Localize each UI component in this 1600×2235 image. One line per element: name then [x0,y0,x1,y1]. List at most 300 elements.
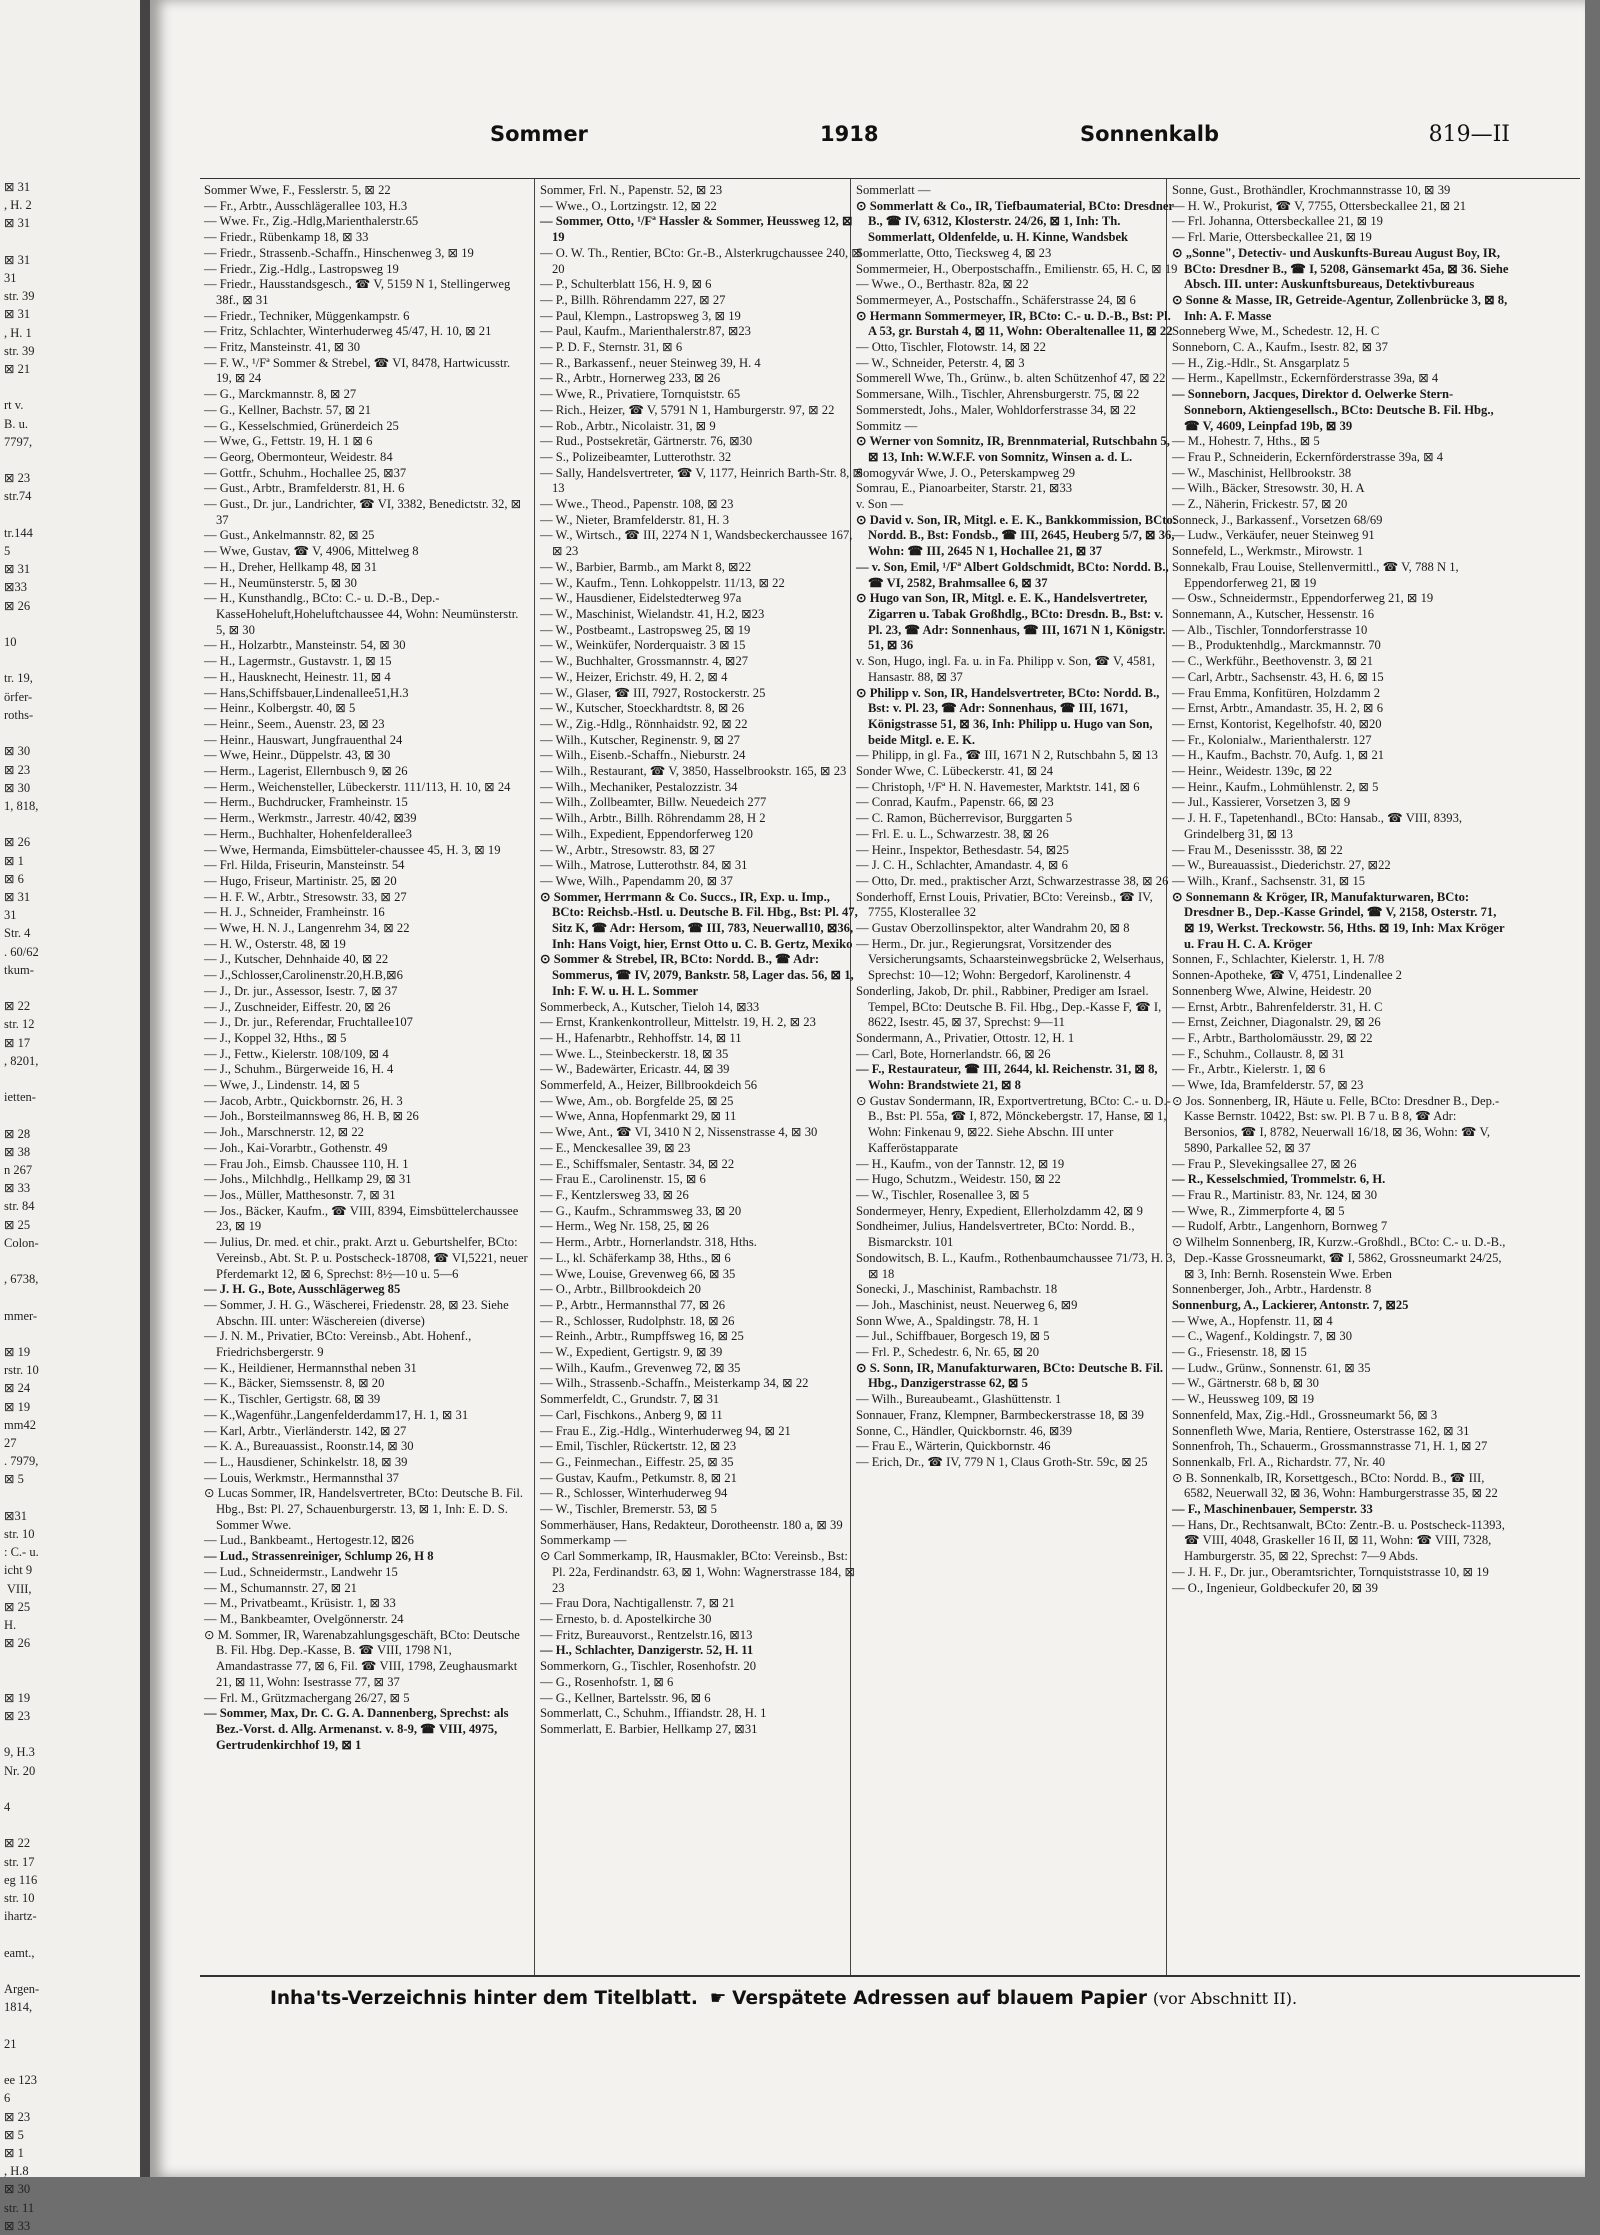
directory-entry: — Lud., Schneidermstr., Landwehr 15 [204,1564,398,1579]
directory-entry: — H., Lagermstr., Gustavstr. 1, ⊠ 15 [204,654,392,669]
directory-entry: — Friedr., Strassenb.-Schaffn., Hinschenweg 3, ⊠ 19 [204,245,474,260]
directory-entry: Sommerkamp — [540,1533,627,1548]
directory-entry: Sondermann, A., Privatier, Ottostr. 12, H. 1 [856,1030,1075,1045]
directory-entry: — Frl. M., Grützmachergang 26/27, ⊠ 5 [204,1690,410,1705]
previous-page-text: ⊠ 31 , H. 2 ⊠ 31 ⊠ 31 31 str. 39 ⊠ 31 , H. 1 str. 39 ⊠ 21 rt v. B. u. 7797, ⊠ 23 str.74 tr.144 5 ⊠ 31 ⊠33 ⊠ 26 10 tr. 19, örfer- roths- ⊠ 30 ⊠ 23 ⊠ 30 1, 818, ⊠ 26 ⊠ 1 ⊠ 6 ⊠ 31 31 Str. 4 . 60/62 tkum- ⊠ 22 str. 12 ⊠ 17 , 8201, ietten- ⊠ 28 ⊠ 38 n 267 ⊠ 33 str. 84 ⊠ 25 Colon- , 6738, mmer- ⊠ 19 rstr. 10 ⊠ 24 ⊠ 19 mm42 27 . 7979, ⊠ 5 ⊠31 str. 10 : C.- u. icht 9 VIII, ⊠ 25 H. ⊠ 26 ⊠ 19 ⊠ 23 9, H.3 Nr. 20 4 ⊠ 22 str. 17 eg 116 str. 10 ihartz- eamt., Argen- 1814, 21 ee 123 6 ⊠ 23 ⊠ 5 ⊠ 1 , H.8 ⊠ 30 str. 11 ⊠ 33 [4,180,40,2233]
directory-entry: — W., Wirtsch., ☎ III, 2274 N 1, Wandsbeckerchaussee 167, ⊠ 23 [540,528,853,559]
directory-entry: — Heinr., Hauswart, Jungfrauenthal 24 [204,732,403,747]
directory-entry: — Rob., Arbtr., Nicolaistr. 31, ⊠ 9 [540,418,716,433]
directory-entry: — F., Schuhm., Collaustr. 8, ⊠ 31 [1172,1046,1345,1061]
header-year: 1918 [820,122,879,146]
directory-entry: ⊙ Sommerlatt & Co., IR, Tiefbaumaterial, BCto: Dresdner B., ☎ IV, 6312, Klosterstr. 24/26, ⊠ 1, Inh: Th. Sommerlatt, Oldenfelde, u. H. Kinne, Wandsbek [856,198,1174,245]
directory-entry: — Georg, Obermonteur, Weidestr. 84 [204,449,393,464]
directory-entry: — B., Produktenhdlg., Marckmannstr. 70 [1172,638,1381,653]
directory-entry: — Sommer, Max, Dr. C. G. A. Dannenberg, Sprechst: als Bez.-Vorst. d. Allg. Armenanst. v. 8-9, ☎ VIII, 4975, Gertrudenkirchhof 19, ⊠ 1 [204,1706,509,1752]
directory-entry: — Emil, Tischler, Rückertstr. 12, ⊠ 23 [540,1439,737,1454]
directory-entry: — Wwe, R., Zimmerpforte 4, ⊠ 5 [1172,1203,1345,1218]
directory-entry: — Ernst, Krankenkontrolleur, Mittelstr. 19, H. 2, ⊠ 23 [540,1015,816,1030]
directory-entry: — Wwe., O., Lortzingstr. 12, ⊠ 22 [540,198,717,213]
directory-entry: Sommerlatte, Otto, Tiecksweg 4, ⊠ 23 [856,245,1052,260]
pointing-hand-icon: ☛ [709,1988,727,2009]
directory-entry: ⊙ Philipp v. Son, IR, Handelsvertreter, BCto: Nordd. B., Bst: v. Pl. 23, ☎ Adr: Sonnenhaus, ☎ III, 1671, Königstrasse 51, ⊠ 36, Inh: Philipp u. Hugo van Son, beide Mitgl. e. E. K. [856,685,1160,747]
directory-entry: Sonne, C., Händler, Quickbornstr. 46, ⊠39 [856,1423,1073,1438]
directory-entry: — S., Polizeibeamter, Lutterothstr. 32 [540,449,732,464]
directory-entry: — W., Gärtnerstr. 68 b, ⊠ 30 [1172,1376,1319,1391]
directory-entry: — C., Werkführ., Beethovenstr. 3, ⊠ 21 [1172,654,1373,669]
directory-entry: — Heinr., Inspektor, Bethesdastr. 54, ⊠25 [856,842,1069,857]
directory-entry: Sonnenfroh, Th., Schauerm., Grossmannstrasse 71, H. 1, ⊠ 27 [1172,1439,1488,1454]
directory-entry: — Wwe., O., Berthastr. 82a, ⊠ 22 [856,277,1029,292]
directory-entry: — W., Kaufm., Tenn. Lohkoppelstr. 11/13, ⊠ 22 [540,575,785,590]
directory-entry: — P., Billh. Röhrendamm 227, ⊠ 27 [540,292,726,307]
directory-entry: — F., Arbtr., Bartholomäusstr. 29, ⊠ 22 [1172,1030,1373,1045]
column-1 [204,183,528,1971]
directory-entry: — G., Kaufm., Schrammsweg 33, ⊠ 20 [540,1203,742,1218]
directory-entry: — Herm., Buchdrucker, Framheinstr. 15 [204,795,408,810]
directory-entry: — W., Zig.-Hdlg., Rönnhaidstr. 92, ⊠ 22 [540,716,748,731]
directory-entry: Sommerlatt — [856,183,931,197]
directory-entry: — W., Badewärter, Ericastr. 44, ⊠ 39 [540,1062,730,1077]
directory-entry: — W., Heizer, Erichstr. 49, H. 2, ⊠ 4 [540,669,728,684]
directory-entry: — Herm., Dr. jur., Regierungsrat, Vorsitzender des Versicherungsamts, Schaarsteinwegsbrücke 2, Welserhaus, Sprechst: 10—12; Wohn: Bergedorf, Karolinenstr. 4 [856,936,1165,983]
page-number: 819—II [1428,122,1510,147]
directory-entry: ⊙ M. Sommer, IR, Warenabzahlungsgeschäft, BCto: Deutsche B. Fil. Hbg. Dep.-Kasse, B. ☎ VIII, 1798 N1, Amandastrasse 77, ⊠ 6, Fil. ☎ VIII, 1798, Zeughausmarkt 21, ⊠ 11, Wohn: Isestrasse 77, ⊠ 37 [204,1627,520,1689]
directory-entry: — M., Privatbeamt., Krüsistr. 1, ⊠ 33 [204,1596,396,1611]
directory-entry: — Sally, Handelsvertreter, ☎ V, 1177, Heinrich Barth-Str. 8, ⊠ 13 [540,465,864,496]
directory-entry: — Otto, Tischler, Flotowstr. 14, ⊠ 22 [856,340,1046,355]
directory-entry: Sommerfeldt, C., Grundstr. 7, ⊠ 31 [540,1392,720,1407]
directory-entry: — Herm., Lagerist, Ellernbusch 9, ⊠ 26 [204,764,408,779]
directory-entry: — Christoph, ¹/Fª H. N. Havemester, Marktstr. 141, ⊠ 6 [856,779,1140,794]
directory-entry: — Herm., Werkmstr., Jarrestr. 40/42, ⊠39 [204,811,417,826]
directory-entry: — Frau Joh., Eimsb. Chaussee 110, H. 1 [204,1156,409,1171]
directory-entry: — W., Postbeamt., Lastropsweg 25, ⊠ 19 [540,622,751,637]
directory-entry: — P. D. F., Sternstr. 31, ⊠ 6 [540,340,683,355]
directory-entry: Sonnemann, A., Kutscher, Hessenstr. 16 [1172,606,1375,621]
directory-entry: — G., Rosenhofstr. 1, ⊠ 6 [540,1674,674,1689]
directory-entry: — Joh., Maschinist, neust. Neuerweg 6, ⊠9 [856,1297,1078,1312]
directory-entry: — W., Buchhalter, Grossmannstr. 4, ⊠27 [540,654,749,669]
directory-entry: Sonnekalb, Frau Louise, Stellenvermittl., ☎ V, 788 N 1, Eppendorferweg 21, ⊠ 19 [1172,559,1459,590]
directory-entry: — F., Maschinenbauer, Semperstr. 33 [1172,1502,1373,1517]
directory-entry: — W., Tischler, Rosenallee 3, ⊠ 5 [856,1188,1030,1202]
directory-entry: — Jos., Müller, Matthesonstr. 7, ⊠ 31 [204,1188,396,1202]
directory-entry: — Paul, Kaufm., Marienthalerstr.87, ⊠23 [540,324,751,339]
previous-page-fragment [0,0,143,2233]
directory-entry: — Wwe, R., Privatiere, Tornquiststr. 65 [540,387,741,402]
directory-entry: — Wwe, Am., ob. Borgfelde 25, ⊠ 25 [540,1093,734,1108]
directory-entry: — Wilh., Arbtr., Billh. Röhrendamm 28, H 2 [540,811,766,826]
directory-entry: Sonnauer, Franz, Klempner, Barmbeckerstrasse 18, ⊠ 39 [856,1407,1144,1422]
directory-entry: — Joh., Kai-Vorarbtr., Gothenstr. 49 [204,1140,388,1155]
directory-entry: — Herm., Weichensteller, Lübeckerstr. 111/113, H. 10, ⊠ 24 [204,779,511,794]
directory-entry: — H., Neumünsterstr. 5, ⊠ 30 [204,575,357,590]
directory-entry: — Rich., Heizer, ☎ V, 5791 N 1, Hamburgerstr. 97, ⊠ 22 [540,402,835,417]
directory-entry: — Herm., Arbtr., Hornerlandstr. 318, Hths. [540,1235,757,1250]
directory-entry: — W., Nieter, Bramfelderstr. 81, H. 3 [540,512,730,527]
directory-entry: — Hans, Dr., Rechtsanwalt, BCto: Zentr.-B. u. Postscheck-11393, ☎ VIII, 4048, Graskeller 16 II, ⊠ 11, Wohn: ☎ VIII, 7328, Hamburgerstr. 35, ⊠ 22, Sprechst: 7—9 Abds. [1172,1517,1505,1564]
directory-entry: — J. H. G., Bote, Ausschlägerweg 85 [204,1282,401,1297]
directory-entry: — Rud., Postsekretär, Gärtnerstr. 76, ⊠30 [540,434,753,449]
directory-entry: Sondermeyer, Henry, Expedient, Ellerholzdamm 42, ⊠ 9 [856,1203,1143,1218]
page-footer [270,1988,1520,2009]
directory-entry: — Frau E., Wärterin, Quickbornstr. 46 [856,1439,1051,1454]
directory-entry: — Carl, Bote, Hornerlandstr. 66, ⊠ 26 [856,1046,1051,1061]
directory-entry: — O. W. Th., Rentier, BCto: Gr.-B., Alsterkrugchaussee 240, ⊠ 20 [540,245,862,276]
directory-entry: — G., Kellner, Bachstr. 57, ⊠ 21 [204,402,372,417]
directory-entry: — Jul., Schiffbauer, Borgesch 19, ⊠ 5 [856,1329,1050,1344]
directory-entry: — Friedr., Rübenkamp 18, ⊠ 33 [204,230,369,245]
directory-entry: — Wwe, Hermanda, Eimsbütteler-chaussee 45, H. 3, ⊠ 19 [204,842,501,857]
directory-entry: — J. H. F., Dr. jur., Oberamtsrichter, Tornquiststrasse 10, ⊠ 19 [1172,1564,1489,1579]
directory-entry: — Wwe, Ida, Bramfelderstr. 57, ⊠ 23 [1172,1078,1364,1093]
directory-entry: ⊙ „Sonne", Detectiv- und Auskunfts-Bureau August Boy, IR, BCto: Dresdner B., ☎ I, 5208, Gänsemarkt 45a, ⊠ 36. Siehe Absch. III. unter: Auskunftsbureaus, Detektivbureaus [1172,245,1509,292]
directory-entry: — Gustav Oberzollinspektor, alter Wandrahm 20, ⊠ 8 [856,921,1130,936]
directory-entry: — H., Schlachter, Danzigerstr. 52, H. 11 [540,1643,754,1658]
directory-entry: — Fritz, Schlachter, Winterhuderweg 45/47, H. 10, ⊠ 21 [204,324,492,339]
directory-entry: — J., Kutscher, Dehnhaide 40, ⊠ 22 [204,952,389,967]
directory-entry: — W., Bureauassist., Diederichstr. 27, ⊠22 [1172,858,1391,873]
header-last-name: Sonnenkalb [1080,122,1220,146]
directory-entry: — M., Bankbeamter, Ovelgönnerstr. 24 [204,1611,404,1626]
directory-entry: — H., Hafenarbtr., Rehhoffstr. 14, ⊠ 11 [540,1030,742,1045]
directory-entry: — G., Marckmannstr. 8, ⊠ 27 [204,387,357,402]
directory-entry: — H., Kunsthandlg., BCto: C.- u. D.-B., Dep.-KasseHoheluft,Hoheluftchaussee 44, Wohn: Neumünsterstr. 5, ⊠ 30 [204,591,519,637]
directory-entry: — G., Kesselschmied, Grünerdeich 25 [204,418,399,433]
directory-entry: — Jos., Bäcker, Kaufm., ☎ VIII, 8394, Eimsbüttelerchaussee 23, ⊠ 19 [204,1203,519,1234]
directory-entry: — Wilh., Bureaubeamt., Glashüttenstr. 1 [856,1392,1062,1407]
directory-entry: — Conrad, Kaufm., Papenstr. 66, ⊠ 23 [856,795,1054,810]
directory-entry: — Wwe, G., Fettstr. 19, H. 1 ⊠ 6 [204,434,373,449]
directory-entry: — Frl. Hilda, Friseurin, Mansteinstr. 54 [204,858,405,873]
directory-entry: — Fritz, Mansteinstr. 41, ⊠ 30 [204,340,361,355]
directory-entry: — Gustav, Kaufm., Petkumstr. 8, ⊠ 21 [540,1470,737,1485]
directory-entry: — W., Weinküfer, Norderquaistr. 3 ⊠ 15 [540,638,746,653]
directory-entry: — Alb., Tischler, Tonndorferstrasse 10 [1172,622,1368,637]
directory-entry: — R., Schlosser, Rudolphstr. 18, ⊠ 26 [540,1313,735,1328]
directory-entry: — Wilh., Restaurant, ☎ V, 3850, Hasselbrookstr. 165, ⊠ 23 [540,764,847,779]
directory-entry: Sommerbeck, A., Kutscher, Tieloh 14, ⊠33 [540,999,760,1014]
directory-entry: — Fr., Arbtr., Kielerstr. 1, ⊠ 6 [1172,1062,1326,1077]
directory-entry: — H., Zig.-Hdlr., St. Ansgarplatz 5 [1172,355,1350,370]
directory-entry: — W., Hausdiener, Eidelstedterweg 97a [540,591,742,606]
directory-entry: ⊙ Sommer, Herrmann & Co. Succs., IR, Exp. u. Imp., BCto: Reichsb.-Hstl. u. Deutsche B. Fil. Hbg., Bst: Pl. 47, Sitz K, ☎ Adr: Hersom, ☎ III, 783, Neuerwall10, ⊠36, Inh: Hans Voigt, hier, Ernst Otto u. C. B. Gertz, Mexiko [540,889,858,951]
directory-entry: — L., Hausdiener, Schinkelstr. 18, ⊠ 39 [204,1454,408,1469]
directory-entry: — Frl. Marie, Ottersbeckallee 21, ⊠ 19 [1172,230,1372,245]
directory-entry: — Julius, Dr. med. et chir., prakt. Arzt u. Geburtshelfer, BCto: Vereinsb., Abt. St. P. u. Postscheck-18708, ☎ VI,5221, neuer Pferdemarkt 12, ⊠ 6, Sprechst: 8½—10 u. 5—6 [204,1235,528,1281]
directory-entry: — Reinh., Arbtr., Rumpffsweg 16, ⊠ 25 [540,1329,744,1344]
directory-entry: — Frau E., Zig.-Hdlg., Winterhuderweg 94, ⊠ 21 [540,1423,791,1438]
directory-entry: — Friedr., Hausstandsgesch., ☎ V, 5159 N 1, Stellingerweg 38f., ⊠ 31 [204,277,511,307]
directory-entry: Sommerfeld, A., Heizer, Billbrookdeich 56 [540,1078,758,1093]
directory-entry: — W., Maschinist, Hellbrookstr. 38 [1172,465,1352,480]
directory-entry: Sonneborn, C. A., Kaufm., Isestr. 82, ⊠ 37 [1172,340,1388,355]
directory-entry: ⊙ Lucas Sommer, IR, Handelsvertreter, BCto: Deutsche B. Fil. Hbg., Bst: Pl. 27, Schauenburgerstr. 13, ⊠ 1, Inh: E. D. S. Sommer Wwe. [204,1486,524,1532]
directory-entry: — Paul, Klempn., Lastropsweg 3, ⊠ 19 [540,308,741,323]
directory-entry: — H., Kaufm., von der Tannstr. 12, ⊠ 19 [856,1156,1065,1171]
directory-entry: — Jacob, Arbtr., Quickbornstr. 26, H. 3 [204,1093,403,1108]
directory-entry: — Friedr., Techniker, Müggenkampstr. 6 [204,308,410,323]
directory-entry: v. Son, Hugo, ingl. Fa. u. in Fa. Philipp v. Son, ☎ V, 4581, Hansastr. 88, ⊠ 37 [856,654,1156,684]
directory-entry: — J., Schuhm., Bürgerweide 16, H. 4 [204,1062,394,1077]
column-4 [1172,183,1510,1971]
directory-entry: — Wwe, Ant., ☎ VI, 3410 N 2, Nissenstrasse 4, ⊠ 30 [540,1125,818,1140]
directory-entry: — R., Arbtr., Hornerweg 233, ⊠ 26 [540,371,721,386]
directory-entry: Sonnen, F., Schlachter, Kielerstr. 1, H. 7/8 [1172,952,1385,967]
footer-index-note: Inha'ts-Verzeichnis hinter dem Titelblatt. [270,1988,698,2009]
directory-entry: — Z., Näherin, Frickestr. 57, ⊠ 20 [1172,497,1348,512]
directory-entry: — Frau Emma, Konfitüren, Holzdamm 2 [1172,685,1381,700]
directory-entry: — Heinr., Kaufm., Lohmühlenstr. 2, ⊠ 5 [1172,779,1379,794]
directory-entry: — Karl, Arbtr., Vierländerstr. 142, ⊠ 27 [204,1423,407,1438]
directory-entry: — Hugo, Schutzm., Weidestr. 150, ⊠ 22 [856,1172,1061,1187]
directory-entry: — M., Hohestr. 7, Hths., ⊠ 5 [1172,434,1320,449]
directory-entry: Sommerlatt, E. Barbier, Hellkamp 27, ⊠31 [540,1721,758,1736]
directory-entry: — Ernst, Zeichner, Diagonalstr. 29, ⊠ 26 [1172,1015,1381,1030]
directory-entry: — Gust., Arbtr., Bramfelderstr. 81, H. 6 [204,481,405,496]
footer-section-note: (vor Abschnitt II). [1152,1989,1298,2008]
directory-entry: — Wwe, Wilh., Papendamm 20, ⊠ 37 [540,873,733,888]
directory-entry: — J., Fettw., Kielerstr. 108/109, ⊠ 4 [204,1046,389,1061]
directory-entry: — H., Hausknecht, Heinestr. 11, ⊠ 4 [204,669,391,684]
directory-entry: — M., Schumannstr. 27, ⊠ 21 [204,1580,357,1595]
directory-entry: ⊙ Gustav Sondermann, IR, Exportvertretung, BCto: C.- u. D.-B., Bst: Pl. 55a, ☎ I, 872, Mönckebergstr. 17, Hanse, ⊠ 1, Wohn: Finkenau 9, ⊠22. Siehe Abschn. III unter Kafferöstapparate [856,1093,1171,1155]
directory-entry: — W., Schneider, Peterstr. 4, ⊠ 3 [856,355,1025,370]
directory-entry: — Herm., Weg Nr. 158, 25, ⊠ 26 [540,1219,709,1234]
directory-entry: ⊙ Sonne & Masse, IR, Getreide-Agentur, Zollenbrücke 3, ⊠ 8, Inh: A. F. Masse [1172,292,1508,323]
directory-entry: — F. W., ¹/Fª Sommer & Strebel, ☎ VI, 8478, Hartwicusstr. 19, ⊠ 24 [204,355,511,386]
directory-entry: Sommerlatt, C., Schuhm., Iffiandstr. 28, H. 1 [540,1706,767,1721]
directory-entry: ⊙ Hugo van Son, IR, Mitgl. e. E. K., Handelsvertreter, Zigarren u. Tabak Großhdlg., BCto: Dresdn. B., Bst: v. Pl. 23, ☎ Adr: Sonnenhaus, ☎ III, 1671 N 1, Königstr. 51, ⊠ 36 [856,591,1166,653]
directory-entry: — Wwe. Fr., Zig.-Hdlg,Marienthalerstr.65 [204,214,419,229]
directory-entry: — Frau P., Schneiderin, Eckernförderstrasse 39a, ⊠ 4 [1172,449,1444,464]
directory-entry: — J. H. F., Tapetenhandl., BCto: Hansab., ☎ VIII, 8393, Grindelberg 31, ⊠ 13 [1172,811,1463,841]
directory-entry: — H. W., Prokurist, ☎ V, 7755, Ottersbeckallee 21, ⊠ 21 [1172,198,1467,213]
directory-entry: — J.,Schlosser,Carolinenstr.20,H.B,⊠6 [204,968,403,983]
directory-entry: — Carl, Arbtr., Sachsenstr. 43, H. 6, ⊠ 15 [1172,669,1384,684]
directory-entry: — Ludw., Grünw., Sonnenstr. 61, ⊠ 35 [1172,1360,1371,1375]
directory-entry: — Wwe, Louise, Grevenweg 66, ⊠ 35 [540,1266,736,1281]
directory-entry: — J., Dr. jur., Assessor, Isestr. 7, ⊠ 37 [204,983,398,998]
directory-entry: — J. C. H., Schlachter, Amandastr. 4, ⊠ 6 [856,858,1068,873]
directory-entry: — P., Schulterblatt 156, H. 9, ⊠ 6 [540,277,712,292]
directory-entry: Sonne, Gust., Brothändler, Krochmannstrasse 10, ⊠ 39 [1172,183,1451,197]
directory-entry: — W., Expedient, Gertigstr. 9, ⊠ 39 [540,1345,723,1360]
directory-entry: — Frl. P., Schedestr. 6, Nr. 65, ⊠ 20 [856,1345,1040,1360]
directory-entry: — Hugo, Friseur, Martinistr. 25, ⊠ 20 [204,873,397,888]
directory-entry: — Wilh., Mechaniker, Pestalozzistr. 34 [540,779,738,794]
directory-entry: ⊙ David v. Son, IR, Mitgl. e. E. K., Bankkommission, BCto: Nordd. B., Bst: Fondsb., ☎ III, 2645, Heuberg 5/7, ⊠ 36, Wohn: ☎ III, 2645 N 1, Hochallee 21, ⊠ 37 [856,512,1177,559]
directory-entry: — Herm., Kapellmstr., Eckernförderstrasse 39a, ⊠ 4 [1172,371,1439,386]
directory-entry: Sonneck, J., Barkassenf., Vorsetzen 68/69 [1172,512,1383,527]
directory-entry: — Philipp, in gl. Fa., ☎ III, 1671 N 2, Rutschbahn 5, ⊠ 13 [856,748,1158,763]
directory-entry: Somrau, E., Pianoarbeiter, Starstr. 21, ⊠33 [856,481,1073,496]
directory-entry: — P., Arbtr., Hermannsthal 77, ⊠ 26 [540,1297,726,1312]
directory-entry: — K., Tischler, Gertigstr. 68, ⊠ 39 [204,1392,381,1407]
directory-entry: Sonneberg Wwe, M., Schedestr. 12, H. C [1172,324,1380,339]
directory-entry: Sonnen-Apotheke, ☎ V, 4751, Lindenallee 2 [1172,968,1402,983]
directory-entry: — R., Schlosser, Winterhuderweg 94 [540,1486,728,1501]
directory-entry: — Heinr., Kolbergstr. 40, ⊠ 5 [204,701,356,716]
directory-entry: ⊙ B. Sonnenkalb, IR, Korsettgesch., BCto: Nordd. B., ☎ III, 6582, Neuerwall 32, ⊠ 36, Wohn: Hamburgerstrasse 35, ⊠ 22 [1172,1470,1498,1501]
directory-entry: Sonnenberger, Joh., Arbtr., Hardenstr. 8 [1172,1282,1372,1297]
directory-entry: — Frau P., Slevekingsallee 27, ⊠ 26 [1172,1156,1357,1171]
directory-entry: — Wwe, Gustav, ☎ V, 4906, Mittelweg 8 [204,544,419,559]
directory-entry: — Wilh., Kranf., Sachsenstr. 31, ⊠ 15 [1172,873,1366,888]
directory-entry: — Fritz, Bureauvorst., Rentzelstr.16, ⊠13 [540,1627,753,1642]
directory-entry: — Wilh., Kaufm., Grevenweg 72, ⊠ 35 [540,1360,741,1375]
directory-entry: — Carl, Fischkons., Anberg 9, ⊠ 11 [540,1407,723,1422]
directory-entry: — F., Restaurateur, ☎ III, 2644, kl. Reichenstr. 31, ⊠ 8, Wohn: Brandstwiete 21, ⊠ 8 [856,1062,1158,1093]
directory-entry: — Wwe, A., Hopfenstr. 11, ⊠ 4 [1172,1313,1333,1328]
directory-entry: — K., Heildiener, Hermannsthal neben 31 [204,1360,417,1375]
directory-entry: Sonn Wwe, A., Spaldingstr. 78, H. 1 [856,1313,1040,1328]
directory-entry: Sommermeyer, A., Postschaffn., Schäferstrasse 24, ⊠ 6 [856,292,1136,307]
directory-entry: — F., Kentzlersweg 33, ⊠ 26 [540,1188,689,1202]
directory-entry: — Frl. E. u. L., Schwarzestr. 38, ⊠ 26 [856,826,1049,841]
directory-entry: — Wwe, J., Lindenstr. 14, ⊠ 5 [204,1078,360,1093]
directory-entry: — Sonneborn, Jacques, Direktor d. Oelwerke Stern-Sonneborn, Aktiengesellsch., BCto: Deutsche B. Fil. Hbg., ☎ V, 4609, Leinpfad 19b, ⊠ 39 [1172,387,1494,433]
column-2 [540,183,864,1971]
directory-entry: Sommermeier, H., Oberpostschaffn., Emilienstr. 65, H. C, ⊠ 19 [856,261,1178,276]
directory-entry: Somogyvár Wwe, J. O., Peterskampweg 29 [856,465,1076,480]
directory-entry: — Joh., Marschnerstr. 12, ⊠ 22 [204,1125,364,1140]
directory-entry: — W., Glaser, ☎ III, 7927, Rostockerstr. 25 [540,685,766,700]
directory-entry: — Hans,Schiffsbauer,Lindenallee51,H.3 [204,685,409,700]
directory-entry: — W., Kutscher, Stoeckhardtstr. 8, ⊠ 26 [540,701,745,716]
directory-entry: — Friedr., Zig.-Hdlg., Lastropsweg 19 [204,261,399,276]
directory-entry: — H., Kaufm., Bachstr. 70, Aufg. 1, ⊠ 21 [1172,748,1385,763]
directory-entry: — W., Tischler, Bremerstr. 53, ⊠ 5 [540,1502,717,1517]
directory-entry: Sonnenkalb, Frl. A., Richardstr. 77, Nr. 40 [1172,1454,1386,1469]
directory-entry: — Wilh., Matrose, Lutterothstr. 84, ⊠ 31 [540,858,748,873]
directory-entry: — Heinr., Weidestr. 139c, ⊠ 22 [1172,764,1333,779]
directory-entry: — Lud., Strassenreiniger, Schlump 26, H 8 [204,1549,434,1564]
directory-entry: — Wwe, Anna, Hopfenmarkt 29, ⊠ 11 [540,1109,737,1124]
directory-entry: — Frau E., Carolinenstr. 15, ⊠ 6 [540,1172,706,1187]
directory-entry: Sommitz — [856,418,918,433]
directory-entry: — Louis, Werkmstr., Hermannsthal 37 [204,1470,399,1485]
directory-entry: — Gust., Ankelmannstr. 82, ⊠ 25 [204,528,375,543]
directory-entry: — Johs., Milchhdlg., Hellkamp 29, ⊠ 31 [204,1172,412,1187]
directory-entry: — Rudolf, Arbtr., Langenhorn, Bornweg 7 [1172,1219,1388,1234]
directory-entry: — Frl. Johanna, Ottersbeckallee 21, ⊠ 19 [1172,214,1383,229]
directory-entry: — Wilh., Eisenb.-Schaffn., Nieburstr. 24 [540,748,746,763]
directory-entry: Sonderling, Jakob, Dr. phil., Rabbiner, Prediger am Israel. Tempel, BCto: Deutsche B. Fil. Hbg., Dep.-Kasse F, ☎ I, 8622, Isestr. 45, ⊠ 37, Sprechst: 9—11 [856,983,1162,1030]
directory-entry: — Heinr., Seem., Auenstr. 23, ⊠ 23 [204,716,385,731]
directory-entry: — Ludw., Verkäufer, neuer Steinweg 91 [1172,528,1375,543]
directory-entry: — L., kl. Schäferkamp 38, Hths., ⊠ 6 [540,1250,731,1265]
directory-entry: v. Son — [856,497,904,512]
directory-entry: — Wilh., Expedient, Eppendorferweg 120 [540,826,753,841]
directory-entry: Sondheimer, Julius, Handelsvertreter, BCto: Nordd. B., Bismarckstr. 101 [856,1219,1135,1250]
directory-entry: — Gottfr., Schuhm., Hochallee 25, ⊠37 [204,465,407,480]
directory-entry: — Wilh., Bäcker, Stresowstr. 30, H. A [1172,481,1365,496]
directory-entry: Sondowitsch, B. L., Kaufm., Rothenbaumchaussee 71/73, H. 3, ⊠ 18 [856,1250,1176,1281]
directory-entry: ⊙ Sommer & Strebel, IR, BCto: Nordd. B., ☎ Adr: Sommerus, ☎ IV, 2079, Bankstr. 58, Lager das. 56, ⊠ 1, Inh: F. W. u. H. L. Sommer [540,952,854,998]
directory-entry: Sonnenberg Wwe, Alwine, Heidestr. 20 [1172,983,1372,998]
directory-entry: — C., Wagenf., Koldingstr. 7, ⊠ 30 [1172,1329,1353,1344]
directory-entry: — Frau M., Desenissstr. 38, ⊠ 22 [1172,842,1343,857]
directory-entry: — Otto, Dr. med., praktischer Arzt, Schwarzestrasse 38, ⊠ 26 [856,873,1169,888]
directory-entry: — Ernst, Kontorist, Kegelhofstr. 40, ⊠20 [1172,716,1382,731]
directory-entry: Sonnenfeld, Max, Zig.-Hdl., Grossneumarkt 56, ⊠ 3 [1172,1407,1438,1422]
directory-entry: — Erich, Dr., ☎ IV, 779 N 1, Claus Groth-Str. 59c, ⊠ 25 [856,1454,1148,1469]
directory-entry: Sommerhäuser, Hans, Redakteur, Dorotheenstr. 180 a, ⊠ 39 [540,1517,843,1532]
directory-entry: — K. A., Bureauassist., Roonstr.14, ⊠ 30 [204,1439,414,1454]
directory-entry: Sommersane, Wilh., Tischler, Ahrensburgerstr. 75, ⊠ 22 [856,387,1140,402]
directory-entry: — E., Schiffsmaler, Sentastr. 34, ⊠ 22 [540,1156,735,1171]
directory-entry: — J., Zuschneider, Eiffestr. 20, ⊠ 26 [204,999,391,1014]
directory-entry: — O., Ingenieur, Goldbeckufer 20, ⊠ 39 [1172,1580,1378,1595]
directory-entry: ⊙ S. Sonn, IR, Manufakturwaren, BCto: Deutsche B. Fil. Hbg., Danzigerstrasse 62, ⊠ 5 [856,1360,1163,1391]
directory-entry: Sommerstedt, Johs., Maler, Wohldorferstrasse 34, ⊠ 22 [856,402,1136,417]
directory-entry: — Fr., Arbtr., Ausschlägerallee 103, H.3 [204,198,408,213]
directory-entry: Sonnenburg, A., Lackierer, Antonstr. 7, ⊠25 [1172,1297,1409,1312]
directory-entry: — Herm., Buchhalter, Hohenfelderallee3 [204,826,412,841]
directory-entry: — W., Barbier, Barmb., am Markt 8, ⊠22 [540,559,752,574]
directory-entry: — Frau Dora, Nachtigallenstr. 7, ⊠ 21 [540,1596,735,1611]
column-rule [534,179,535,1975]
directory-entry: — Gust., Dr. jur., Landrichter, ☎ VI, 3382, Benedictstr. 32, ⊠ 37 [204,497,522,527]
directory-entry: — G., Friesenstr. 18, ⊠ 15 [1172,1345,1307,1360]
directory-entry: ⊙ Carl Sommerkamp, IR, Hausmakler, BCto: Vereinsb., Bst: Pl. 22a, Ferdinandstr. 63, ⊠ 1, Wohn: Wagnerstrasse 184, ⊠ 23 [540,1549,855,1595]
directory-entry: — E., Menckesallee 39, ⊠ 23 [540,1140,691,1155]
directory-entry: — Osw., Schneidermstr., Eppendorferweg 21, ⊠ 19 [1172,591,1434,606]
directory-entry: — Ernesto, b. d. Apostelkirche 30 [540,1611,712,1626]
directory-entry: — Lud., Bankbeamt., Hertogestr.12, ⊠26 [204,1533,414,1548]
directory-entry: — Sommer, J. H. G., Wäscherei, Friedenstr. 28, ⊠ 23. Siehe Abschn. III. unter: Wäschereien (diverse) [204,1297,509,1328]
directory-entry: — Wwe. L., Steinbeckerstr. 18, ⊠ 35 [540,1046,729,1061]
directory-entry: Sonnenfleth Wwe, Maria, Rentiere, Osterstrasse 162, ⊠ 31 [1172,1423,1470,1438]
directory-entry: Sommerkorn, G., Tischler, Rosenhofstr. 20 [540,1659,757,1674]
directory-entry: ⊙ Wilhelm Sonnenberg, IR, Kurzw.-Großhdl., BCto: C.- u. D.-B., Dep.-Kasse Grossneumarkt, ☎ I, 5862, Grossneumarkt 24/25, ⊠ 3, Inh: Bernh. Rosenstein Wwe. Erben [1172,1235,1506,1281]
directory-entry: — J., Koppel 32, Hths., ⊠ 5 [204,1030,347,1045]
directory-entry: ⊙ Werner von Somnitz, IR, Brennmaterial, Rutschbahn 5, ⊠ 13, Inh: W.W.F.F. von Somnitz, Winsen a. d. L. [856,434,1170,464]
directory-entry: ⊙ Jos. Sonnenberg, IR, Häute u. Felle, BCto: Dresdner B., Dep.-Kasse Bernstr. 10422, Bst: sw. Pl. B 7 u. B 8, ☎ Adr: Bersonios, ☎ I, 8782, Neuerwall 16/18, ⊠ 36, Wohn: ☎ V, 5890, Parkallee 52, ⊠ 37 [1172,1093,1500,1155]
directory-entry: — Jul., Kassierer, Vorsetzen 3, ⊠ 9 [1172,795,1351,810]
footer-late-addresses: Verspätete Adressen auf blauem Papier [732,1988,1147,2009]
directory-entry: — W., Maschinist, Wielandstr. 41, H.2, ⊠23 [540,606,765,621]
directory-entry: — Ernst, Arbtr., Bahrenfelderstr. 31, H. C [1172,999,1383,1014]
directory-entry: — Sommer, Otto, ¹/Fª Hassler & Sommer, Heussweg 12, ⊠ 19 [540,214,853,245]
directory-entry: — Wwe., Theod., Papenstr. 108, ⊠ 23 [540,497,734,512]
directory-entry: — H., Holzarbtr., Mansteinstr. 54, ⊠ 30 [204,638,406,653]
directory-entry: — R., Barkassenf., neuer Steinweg 39, H. 4 [540,355,761,370]
directory-entry: — Wilh., Zollbeamter, Billw. Neuedeich 277 [540,795,767,810]
directory-entry: — J., Dr. jur., Referendar, Fruchtallee107 [204,1015,413,1030]
directory-entry: ⊙ Hermann Sommermeyer, IR, BCto: C.- u. D.-B., Bst: Pl. A 53, gr. Burstah 4, ⊠ 11, Wohn: Oberaltenallee 11, ⊠ 22 [856,308,1173,339]
directory-columns [200,178,1580,1977]
directory-entry: — H. F. W., Arbtr., Stresowstr. 33, ⊠ 27 [204,889,407,904]
directory-entry: — Fr., Kolonialw., Marienthalerstr. 127 [1172,732,1372,747]
directory-entry: ⊙ Sonnemann & Kröger, IR, Manufakturwaren, BCto: Dresdner B., Dep.-Kasse Grindel, ☎ V, 2158, Osterstr. 71, ⊠ 19, Werkst. Treckowstr. 56, Hths. ⊠ 19, Inh: Max Kröger u. Frau H. C. A. Kröger [1172,889,1505,951]
directory-entry: Sonecki, J., Maschinist, Rambachstr. 18 [856,1282,1058,1297]
directory-entry: — G., Feinmechan., Eiffestr. 25, ⊠ 35 [540,1454,734,1469]
directory-entry: — H. W., Osterstr. 48, ⊠ 19 [204,936,346,951]
header-first-name: Sommer [490,122,588,146]
directory-entry: — Wilh., Strassenb.-Schaffn., Meisterkamp 34, ⊠ 22 [540,1376,809,1391]
directory-entry: — J. N. M., Privatier, BCto: Vereinsb., Abt. Hohenf., Friedrichsbergerstr. 9 [204,1329,472,1360]
directory-entry: Sonnefeld, L., Werkmstr., Mirowstr. 1 [1172,544,1364,559]
directory-entry: Sommer, Frl. N., Papenstr. 52, ⊠ 23 [540,183,723,197]
directory-entry: Sonderhoff, Ernst Louis, Privatier, BCto: Vereinsb., ☎ IV, 7755, Klosterallee 32 [856,889,1153,920]
directory-entry: — H. J., Schneider, Framheinstr. 16 [204,905,385,920]
directory-entry: Sonder Wwe, C. Lübeckerstr. 41, ⊠ 24 [856,764,1054,779]
directory-entry: — Wilh., Kutscher, Reginenstr. 9, ⊠ 27 [540,732,740,747]
directory-entry: — O., Arbtr., Billbrookdeich 20 [540,1282,701,1297]
directory-entry: — v. Son, Emil, ¹/Fª Albert Goldschmidt, BCto: Nordd. B., ☎ VI, 2582, Brahmsallee 6, ⊠ 37 [856,559,1169,590]
